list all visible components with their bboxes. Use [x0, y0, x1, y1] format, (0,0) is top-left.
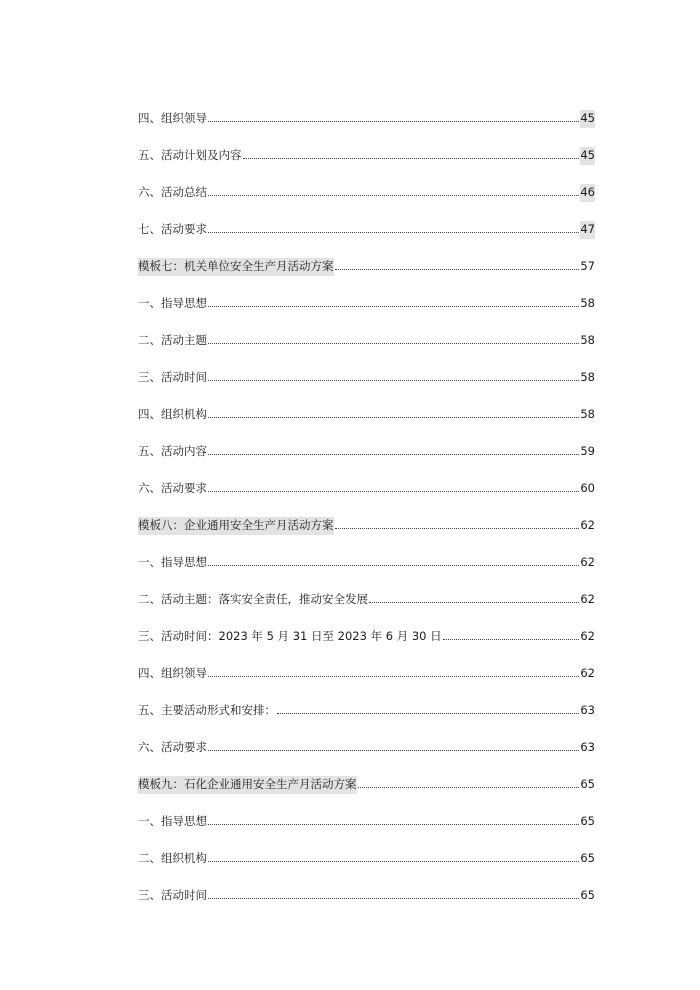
toc-dot-leader: [208, 121, 579, 122]
toc-page-number: 58: [580, 407, 595, 421]
toc-dot-leader: [208, 491, 579, 492]
toc-entry-title: 二、活动主题: [138, 333, 207, 347]
toc-entry[interactable]: [138, 868, 595, 905]
toc-entry-title: 四、组织领导: [138, 666, 207, 680]
toc-entry[interactable]: [138, 794, 595, 831]
toc-entry[interactable]: [138, 202, 595, 239]
toc-page-number: 65: [580, 888, 595, 902]
toc-entry-title: 六、活动要求: [138, 481, 207, 495]
toc-page-number: 63: [580, 740, 595, 754]
toc-page-number: 45: [580, 110, 595, 128]
toc-dot-leader: [208, 306, 579, 307]
toc-section-heading[interactable]: [138, 757, 595, 794]
toc-entry[interactable]: [138, 572, 595, 609]
toc-entry-title: 五、活动内容: [138, 444, 207, 458]
toc-dot-leader: [369, 602, 579, 603]
toc-dot-leader: [335, 528, 580, 529]
toc-entry-title: 三、活动时间: [138, 370, 207, 384]
toc-dot-leader: [208, 195, 579, 196]
toc-page-number: 58: [580, 370, 595, 384]
toc-page-number: 62: [580, 666, 595, 680]
toc-entry[interactable]: [138, 609, 595, 646]
toc-entry[interactable]: [138, 535, 595, 572]
toc-page-number: 58: [580, 333, 595, 347]
toc-dot-leader: [208, 861, 579, 862]
toc-entry[interactable]: [138, 91, 595, 128]
toc-entry-title: 二、活动主题：落实安全责任，推动安全发展: [138, 592, 368, 606]
toc-entry-title: 模板八：企业通用安全生产月活动方案: [138, 517, 334, 535]
toc-dot-leader: [208, 565, 579, 566]
toc-entry[interactable]: [138, 720, 595, 757]
toc-entry-title: 模板九：石化企业通用安全生产月活动方案: [138, 776, 357, 794]
toc-entry-title: 二、组织机构: [138, 851, 207, 865]
toc-entry[interactable]: [138, 387, 595, 424]
toc-entry-title: 三、活动时间：2023 年 5 月 31 日至 2023 年 6 月 30 日: [138, 629, 442, 643]
toc-page-number: 62: [580, 518, 595, 532]
toc-entry-title: 三、活动时间: [138, 888, 207, 902]
toc-entry[interactable]: [138, 831, 595, 868]
toc-page-number: 57: [580, 259, 595, 273]
toc-dot-leader: [208, 454, 579, 455]
toc-dot-leader: [277, 713, 579, 714]
toc-entry-title: 一、指导思想: [138, 296, 207, 310]
toc-entry-title: 一、指导思想: [138, 555, 207, 569]
toc-page-number: 62: [580, 592, 595, 606]
toc-dot-leader: [443, 639, 580, 640]
toc-entry[interactable]: [138, 350, 595, 387]
toc-entry[interactable]: [138, 683, 595, 720]
toc-dot-leader: [208, 343, 579, 344]
toc-page-number: 63: [580, 703, 595, 717]
toc-entry[interactable]: [138, 424, 595, 461]
toc-dot-leader: [208, 750, 579, 751]
toc-dot-leader: [358, 787, 580, 788]
toc-entry[interactable]: [138, 646, 595, 683]
toc-page-number: 62: [580, 555, 595, 569]
toc-entry-title: 四、组织机构: [138, 407, 207, 421]
toc-dot-leader: [208, 417, 579, 418]
toc-section-heading[interactable]: [138, 239, 595, 276]
toc-page-number: 58: [580, 296, 595, 310]
toc-page-number: 47: [580, 221, 595, 239]
toc-entry-title: 五、主要活动形式和安排：: [138, 703, 276, 717]
toc-entry-title: 一、指导思想: [138, 814, 207, 828]
toc-entry[interactable]: [138, 128, 595, 165]
table-of-contents: [138, 91, 595, 905]
toc-page-number: 46: [580, 184, 595, 202]
toc-page-number: 45: [580, 147, 595, 165]
toc-page-number: 65: [580, 814, 595, 828]
toc-dot-leader: [208, 824, 579, 825]
toc-entry-title: 七、活动要求: [138, 222, 207, 236]
toc-page-number: 65: [580, 851, 595, 865]
toc-dot-leader: [208, 380, 579, 381]
toc-entry-title: 六、活动总结: [138, 185, 207, 199]
toc-dot-leader: [243, 158, 580, 159]
toc-entry-title: 四、组织领导: [138, 111, 207, 125]
toc-entry-title: 模板七：机关单位安全生产月活动方案: [138, 258, 334, 276]
toc-page-number: 60: [580, 481, 595, 495]
toc-dot-leader: [208, 676, 579, 677]
toc-dot-leader: [208, 232, 579, 233]
toc-page-number: 65: [580, 777, 595, 791]
toc-entry[interactable]: [138, 461, 595, 498]
toc-entry-title: 六、活动要求: [138, 740, 207, 754]
toc-entry[interactable]: [138, 276, 595, 313]
toc-entry[interactable]: [138, 165, 595, 202]
toc-page-number: 62: [580, 629, 595, 643]
toc-dot-leader: [335, 269, 580, 270]
toc-dot-leader: [208, 898, 579, 899]
toc-section-heading[interactable]: [138, 498, 595, 535]
toc-entry[interactable]: [138, 313, 595, 350]
toc-page-number: 59: [580, 444, 595, 458]
toc-entry-title: 五、活动计划及内容: [138, 148, 242, 162]
